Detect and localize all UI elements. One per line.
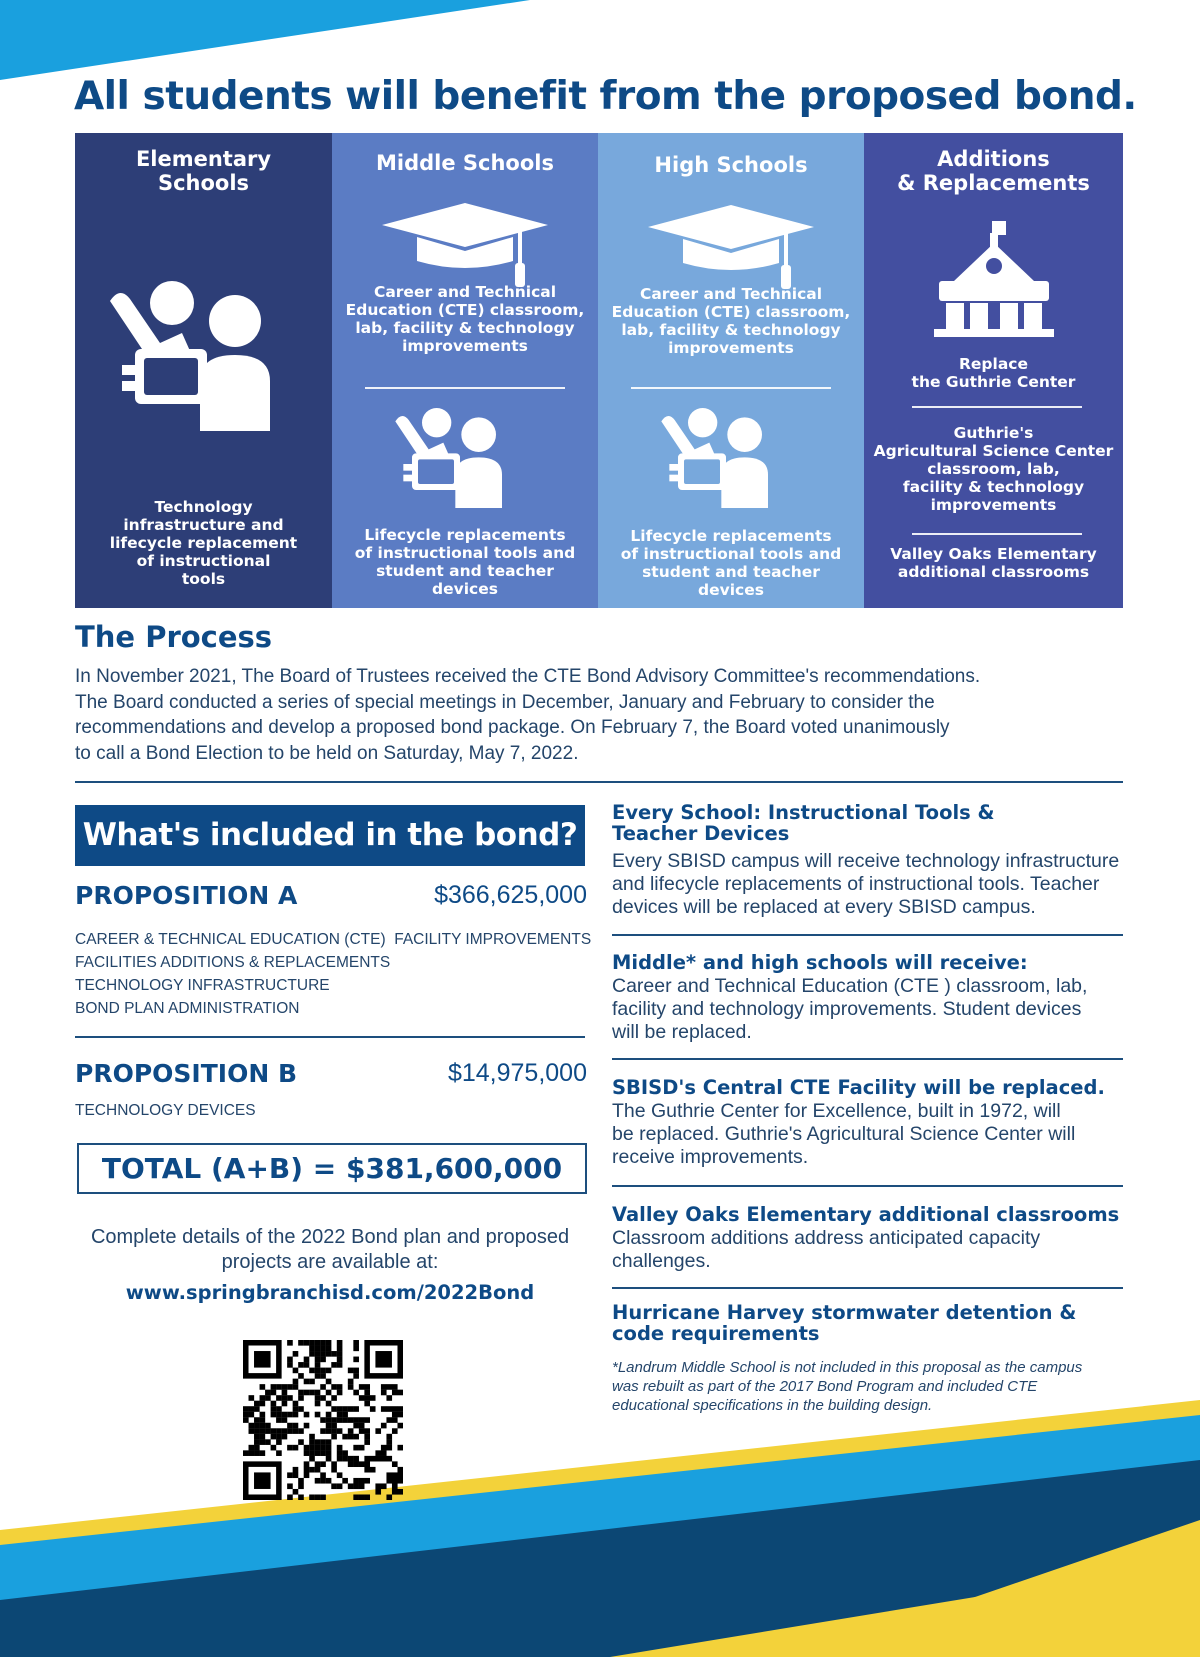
panel-elementary-title-line: Schools — [157, 171, 250, 195]
panel-divider — [912, 533, 1082, 535]
proposition-b-label: PROPOSITION B — [75, 1059, 297, 1088]
panel-middle-title: Middle Schools — [376, 151, 554, 175]
process-line: to call a Bond Election to be held on Saturday, May 7, 2022. — [75, 742, 579, 764]
panel-high-title: High Schools — [654, 153, 808, 177]
heading-line: Hurricane Harvey stormwater detention & — [612, 1301, 1077, 1324]
details-text — [75, 1225, 585, 1275]
footnote — [612, 1358, 1137, 1415]
panel-text-line: Replace — [958, 355, 1029, 373]
panel-text-line: additional classrooms — [897, 563, 1090, 581]
panel-text-line: of instructional tools and — [354, 544, 576, 562]
panel-elementary-text — [83, 498, 324, 588]
heading-line: Teacher Devices — [612, 822, 790, 845]
panel-additions-replace-text — [872, 355, 1115, 391]
section-central-cte-body — [612, 1100, 1127, 1169]
heading-line: code requirements — [612, 1322, 820, 1345]
section-divider — [612, 1185, 1123, 1187]
panel-additions-replacements — [864, 133, 1123, 608]
section-valley-oaks-heading: Valley Oaks Elementary additional classrooms — [612, 1203, 1120, 1226]
panel-text-line: lifecycle replacement — [109, 534, 298, 552]
panel-text-line: facility & technology — [902, 478, 1085, 496]
proposition-item: TECHNOLOGY INFRASTRUCTURE — [75, 977, 330, 994]
panel-text-line: infrastructure and — [123, 516, 284, 534]
panel-elementary-title — [75, 147, 332, 195]
section-divider — [612, 1058, 1123, 1060]
footnote-line: educational specifications in the building design. — [612, 1397, 933, 1414]
body-line: challenges. — [612, 1250, 711, 1272]
graduation-cap-icon — [648, 205, 814, 295]
proposition-b-amount: $14,975,000 — [447, 1059, 587, 1087]
panel-text-line: lab, facility & technology — [355, 319, 575, 337]
section-every-school-body — [612, 850, 1127, 919]
graduation-cap-icon — [382, 203, 548, 293]
section-middle-high-heading: Middle* and high schools will receive: — [612, 951, 1028, 974]
panel-text-line: of instructional — [136, 552, 271, 570]
total-box: TOTAL (A+B) = $381,600,000 — [77, 1143, 587, 1194]
proposition-item: CAREER & TECHNICAL EDUCATION (CTE) FACILITY IMPROVEMENTS — [75, 931, 592, 948]
panel-text-line: devices — [432, 580, 498, 598]
student-laptop-icon — [382, 408, 522, 508]
proposition-a-items — [75, 928, 595, 1020]
panel-text-line: student and teacher — [376, 562, 554, 580]
footnote-line: was rebuilt as part of the 2017 Bond Program and included CTE — [612, 1378, 1038, 1395]
panel-text-line: of instructional tools and — [620, 545, 842, 563]
qr-code[interactable] — [243, 1340, 403, 1500]
bond-url-link[interactable]: www.springbranchisd.com/2022Bond — [125, 1281, 535, 1304]
panel-text-line: Career and Technical — [373, 283, 557, 301]
body-line: and lifecycle replacements of instructional tools. Teacher — [612, 873, 1100, 895]
proposition-b-items — [75, 1099, 256, 1122]
body-line: be replaced. Guthrie's Agricultural Science Center will — [612, 1123, 1076, 1145]
panel-elementary-title-line: Elementary — [135, 147, 272, 171]
panel-text-line: Education (CTE) classroom, — [611, 303, 851, 321]
panel-text-line: Technology — [154, 498, 253, 516]
body-line: will be replaced. — [612, 1021, 752, 1043]
heading-line: Every School: Instructional Tools & — [612, 801, 995, 824]
process-line: The Board conducted a series of special meetings in December, January and February to consider the — [75, 691, 935, 713]
panel-text-line: devices — [698, 581, 764, 599]
panel-additions-title-line: & Replacements — [897, 171, 1090, 195]
proposition-a-label: PROPOSITION A — [75, 881, 298, 910]
panel-additions-title — [864, 147, 1123, 195]
student-laptop-icon — [648, 408, 788, 508]
panel-text-line: lab, facility & technology — [621, 321, 841, 339]
details-line: projects are available at: — [221, 1251, 439, 1273]
body-line: Classroom additions address anticipated capacity — [612, 1227, 1041, 1249]
section-divider — [75, 781, 1123, 783]
panel-middle-lifecycle-text — [340, 526, 590, 598]
panel-text-line: improvements — [930, 496, 1057, 514]
proposition-item: BOND PLAN ADMINISTRATION — [75, 1000, 300, 1017]
panel-divider — [365, 387, 565, 389]
panel-text-line: Lifecycle replacements — [364, 526, 566, 544]
panel-high-schools — [598, 133, 864, 608]
panel-text-line: the Guthrie Center — [911, 373, 1076, 391]
panel-text-line: Valley Oaks Elementary — [890, 545, 1097, 563]
benefit-panels — [75, 133, 1123, 608]
body-line: receive improvements. — [612, 1146, 809, 1168]
bond-banner: What's included in the bond? — [75, 805, 585, 866]
process-body — [75, 664, 1135, 766]
details-line: Complete details of the 2022 Bond plan and proposed — [90, 1226, 570, 1248]
panel-text-line: classroom, lab, — [927, 460, 1060, 478]
schoolhouse-icon — [934, 221, 1054, 341]
process-line: recommendations and develop a proposed bond package. On February 7, the Board voted unanimously — [75, 717, 950, 738]
section-divider — [612, 934, 1123, 936]
panel-additions-valley-text — [872, 545, 1115, 581]
process-title: The Process — [75, 620, 273, 654]
headline: All students will benefit from the proposed bond. — [74, 74, 1137, 119]
panel-text-line: Agricultural Science Center — [873, 442, 1114, 460]
section-divider — [612, 1287, 1123, 1289]
panel-text-line: improvements — [668, 339, 794, 357]
panel-elementary — [75, 133, 332, 608]
panel-additions-title-line: Additions — [937, 147, 1050, 171]
body-line: devices will be replaced at every SBISD campus. — [612, 896, 1036, 918]
panel-text-line: Career and Technical — [639, 285, 823, 303]
panel-text-line: Education (CTE) classroom, — [345, 301, 585, 319]
section-every-school-heading — [612, 802, 1122, 844]
section-valley-oaks-body — [612, 1227, 1127, 1273]
panel-high-cte-text — [606, 285, 856, 357]
section-divider — [75, 1036, 585, 1038]
panel-middle-schools — [332, 133, 598, 608]
student-laptop-icon — [100, 281, 290, 431]
panel-additions-guthrie-text — [872, 424, 1115, 514]
body-line: Every SBISD campus will receive technology infrastructure — [612, 850, 1120, 872]
panel-high-lifecycle-text — [606, 527, 856, 599]
panel-text-line: tools — [181, 570, 226, 588]
section-hurricane-harvey-heading — [612, 1302, 1122, 1344]
panel-text-line: Lifecycle replacements — [630, 527, 832, 545]
panel-text-line: improvements — [402, 337, 528, 355]
section-middle-high-body — [612, 975, 1127, 1044]
proposition-item: FACILITIES ADDITIONS & REPLACEMENTS — [75, 954, 391, 971]
body-line: Career and Technical Education (CTE ) classroom, lab, — [612, 975, 1088, 997]
body-line: The Guthrie Center for Excellence, built in 1972, will — [612, 1100, 1061, 1122]
body-line: facility and technology improvements. Student devices — [612, 998, 1082, 1020]
proposition-a-amount: $366,625,000 — [434, 881, 587, 909]
panel-middle-cte-text — [340, 283, 590, 355]
panel-text-line: student and teacher — [642, 563, 820, 581]
footnote-line: *Landrum Middle School is not included in this proposal as the campus — [612, 1359, 1083, 1376]
process-line: In November 2021, The Board of Trustees received the CTE Bond Advisory Committee's recommendations. — [75, 666, 981, 687]
panel-text-line: Guthrie's — [953, 424, 1034, 442]
section-central-cte-heading: SBISD's Central CTE Facility will be replaced. — [612, 1076, 1105, 1099]
proposition-item: TECHNOLOGY DEVICES — [75, 1102, 256, 1119]
panel-divider — [631, 387, 831, 389]
panel-divider — [912, 406, 1082, 408]
